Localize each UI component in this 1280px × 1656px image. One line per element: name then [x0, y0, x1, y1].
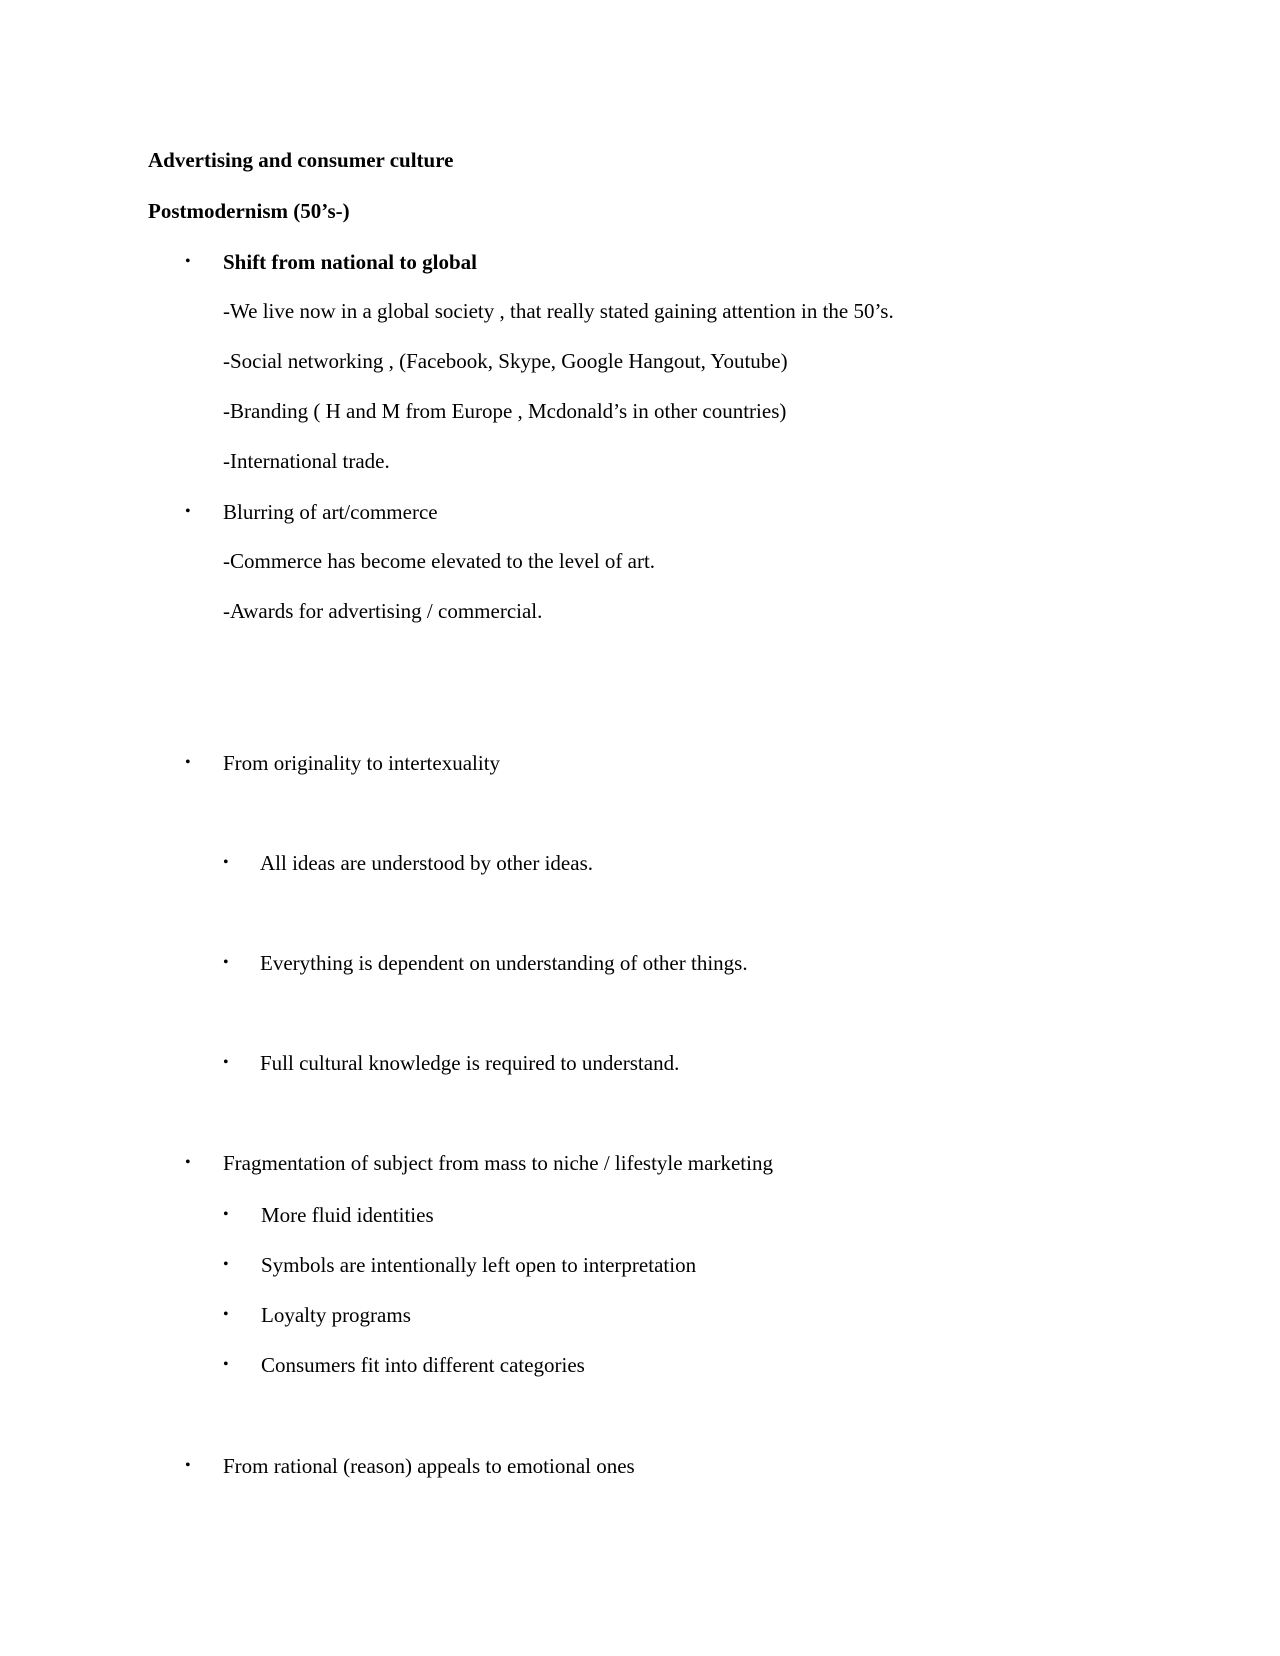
bullet-icon: •	[223, 1256, 229, 1273]
bullet-icon: •	[223, 1206, 229, 1223]
bullet-icon: •	[223, 1054, 229, 1071]
section-line: -International trade.	[223, 449, 390, 473]
section-heading-emotional-appeals: From rational (reason) appeals to emotional ones	[223, 1454, 635, 1478]
section-line: -Awards for advertising / commercial.	[223, 599, 543, 623]
section-line: -Commerce has become elevated to the level of art.	[223, 549, 656, 573]
bullet-icon: •	[223, 954, 229, 971]
document-title: Advertising and consumer culture	[148, 148, 454, 172]
list-item: Consumers fit into different categories	[261, 1353, 585, 1377]
bullet-icon: •	[223, 1356, 229, 1373]
section-line: -Branding ( H and M from Europe , Mcdonald’s in other countries)	[223, 399, 787, 423]
bullet-icon: •	[223, 854, 229, 871]
section-line: -We live now in a global society , that really stated gaining attention in the 50’s.	[223, 299, 894, 323]
section-line: -Social networking , (Facebook, Skype, Google Hangout, Youtube)	[223, 349, 788, 373]
list-item: Loyalty programs	[261, 1303, 411, 1327]
list-item: Everything is dependent on understanding of other things.	[260, 951, 748, 975]
section-heading-intertextuality: From originality to intertexuality	[223, 751, 501, 775]
list-item: Full cultural knowledge is required to understand.	[260, 1051, 680, 1075]
document-subtitle: Postmodernism (50’s-)	[148, 199, 350, 223]
bullet-icon: •	[185, 1457, 191, 1474]
list-item: Symbols are intentionally left open to interpretation	[261, 1253, 697, 1277]
section-heading-global: Shift from national to global	[223, 250, 477, 274]
bullet-icon: •	[185, 503, 191, 520]
bullet-icon: •	[223, 1306, 229, 1323]
list-item: All ideas are understood by other ideas.	[260, 851, 593, 875]
list-item: More fluid identities	[261, 1203, 434, 1227]
section-heading-fragmentation: Fragmentation of subject from mass to niche / lifestyle marketing	[223, 1151, 773, 1175]
bullet-icon: •	[185, 1154, 191, 1171]
section-heading-art-commerce: Blurring of art/commerce	[223, 500, 438, 524]
bullet-icon: •	[185, 754, 191, 771]
bullet-icon: •	[185, 253, 191, 270]
